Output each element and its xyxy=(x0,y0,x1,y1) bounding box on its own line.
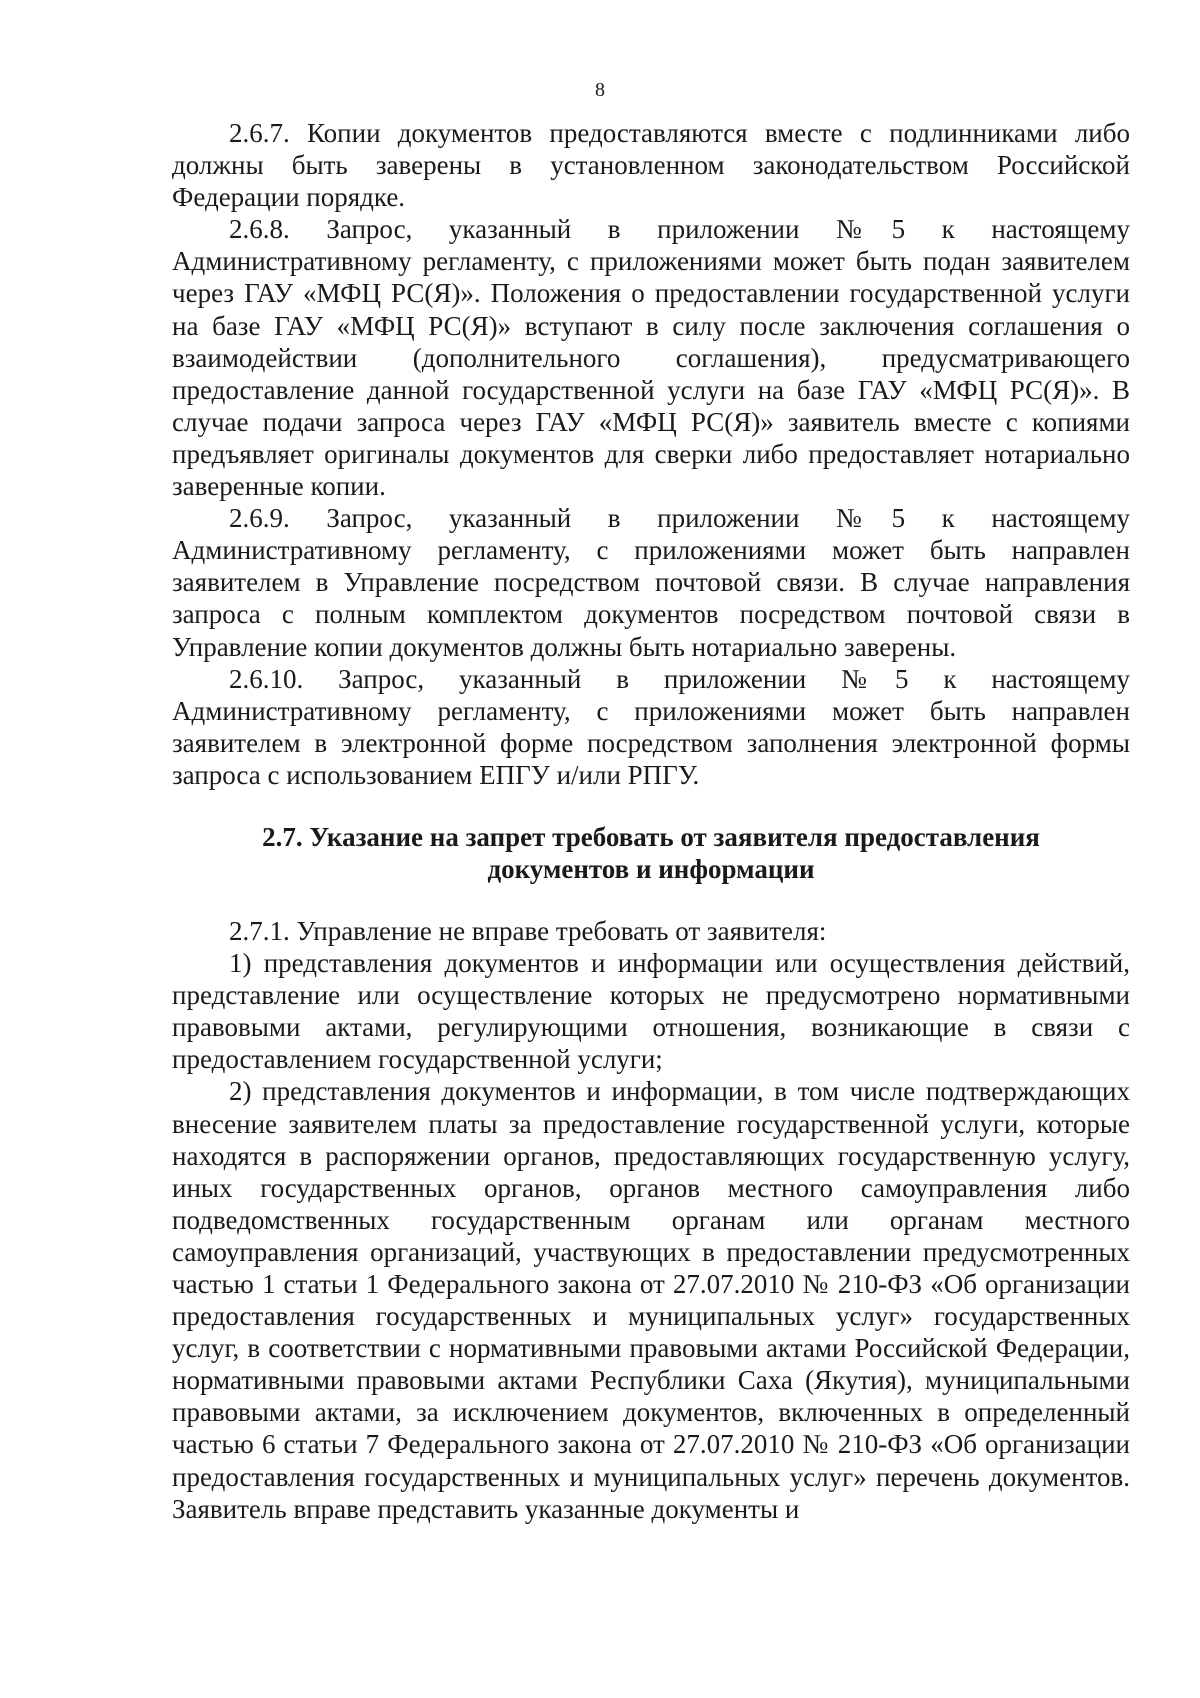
list-item-2: 2) представления документов и информации, в том числе подтверждающих внесение заявителем платы за предоставление государственной услуги, которые находятся в распоряжении органов, предоставляющих государственную услугу, иных государственных органов, органов местного самоуправления либо подведомственных государственным органам или органам местного самоуправления организаций, участвующих в предоставлении предусмотренных частью 1 статьи 1 Федерального закона от 27.07.2010 № 210-ФЗ «Об организации предоставления государственных и муниципальных услуг» государственных услуг, в соответствии с нормативными правовыми актами Российской Федерации, нормативными правовыми актами Республики Саха (Якутия), муниципальными правовыми актами, за исключением документов, включенных в определенный частью 6 статьи 7 Федерального закона от 27.07.2010 № 210-ФЗ «Об организации предоставления государственных и муниципальных услуг» перечень документов. Заявитель вправе представить указанные документы и xyxy=(172,1076,1130,1524)
document-body xyxy=(172,117,1130,1525)
section-heading-2-7 xyxy=(172,821,1130,885)
page-number: 8 xyxy=(595,79,605,101)
paragraph-2-6-8: 2.6.8. Запрос, указанный в приложении №5 к настоящему Административному регламенту, с приложениями может быть подан заявителем через ГАУ «МФЦ РС(Я)». Положения о предоставлении государственной услуги на базе ГАУ «МФЦ РС(Я)» вступают в силу после заключения соглашения о взаимодействии (дополнительного соглашения), предусматривающего предоставление данной государственной услуги на базе ГАУ «МФЦ РС(Я)». В случае подачи запроса через ГАУ «МФЦ РС(Я)» заявитель вместе с копиями предъявляет оригиналы документов для сверки либо предоставляет нотариально заверенные копии. xyxy=(172,214,1130,502)
paragraph-2-6-7: 2.6.7. Копии документов предоставляются вместе с подлинниками либо должны быть заверены в установленном законодательством Российской Федерации порядке. xyxy=(172,118,1130,213)
paragraph-2-7-1: 2.7.1. Управление не вправе требовать от заявителя: xyxy=(229,915,827,946)
list-item-1: 1) представления документов и информации или осуществления действий, представление или осуществление которых не предусмотрено нормативными правовыми актами, регулирующими отношения, возникающие в связи с предоставлением государственной услуги; xyxy=(172,948,1130,1075)
paragraph-2-6-9: 2.6.9. Запрос, указанный в приложении №5 к настоящему Административному регламенту, с приложениями может быть направлен заявителем в Управление посредством почтовой связи. В случае направления запроса с полным комплектом документов посредством почтовой связи в Управление копии документов должны быть нотариально заверены. xyxy=(172,503,1130,662)
section-heading-line-2: документов и информации xyxy=(487,853,815,884)
paragraph-2-6-10: 2.6.10. Запрос, указанный в приложении №5 к настоящему Административному регламенту, с приложениями может быть направлен заявителем в электронной форме посредством заполнения электронной формы запроса с использованием ЕПГУ и/или РПГУ. xyxy=(172,663,1130,790)
section-heading-line-1: 2.7. Указание на запрет требовать от заявителя предоставления xyxy=(262,821,1040,852)
